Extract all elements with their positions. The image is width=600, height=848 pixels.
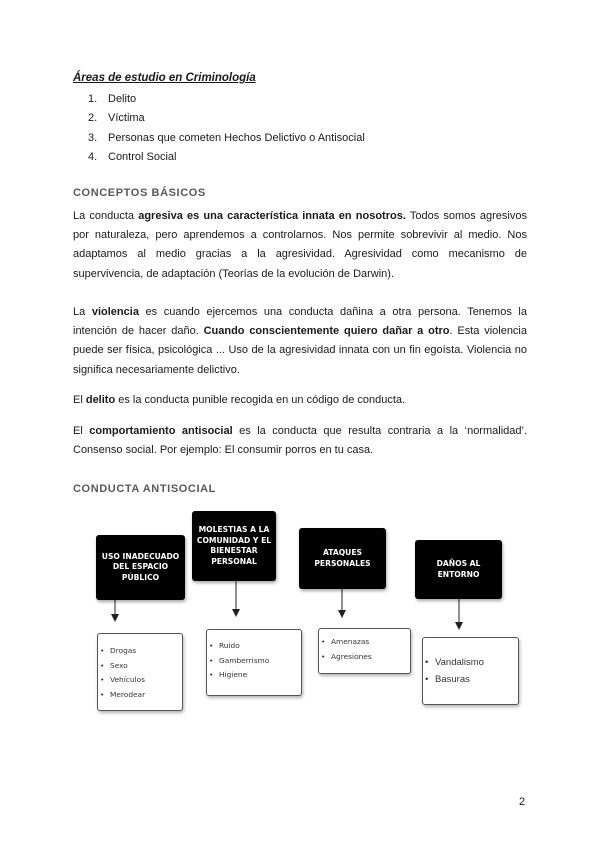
list-item: • Agresiones xyxy=(319,650,410,665)
list-item: • Drogas xyxy=(98,644,182,659)
items-box-espacio-publico xyxy=(97,633,183,711)
list-item: • Vandalismo xyxy=(423,654,518,671)
paragraph-delito: El delito es la conducta punible recogida en un código de conducta. xyxy=(73,394,406,406)
conducta-antisocial-heading: CONDUCTA ANTISOCIAL xyxy=(73,483,216,495)
list-item: • Gamberrismo xyxy=(207,654,301,669)
list-item: 3. Personas que cometen Hechos Delictivo o Antisocial xyxy=(88,131,365,144)
items-box-ataques xyxy=(318,628,411,674)
list-item: 2. Víctima xyxy=(88,112,145,125)
list-item: • Merodear xyxy=(98,688,182,703)
list-item: 4. Control Social xyxy=(88,150,177,163)
paragraph-agresividad: La conducta agresiva es una característica innata en nosotros. Todos somos agresivos por naturaleza, pero aprendemos a controlarnos. Nos permite sobrevivir al medio. Nos adaptamos al medio gracias a la agresividad. Agresividad como mecanismo de supervivencia, de adaptación (Teorías de la evolución de Darwin). xyxy=(73,210,527,280)
paragraph-comportamiento: El comportamiento antisocial es la conducta que resulta contraria a la ‘normalidad’. Consenso social. Por ejemplo: El consumir porros en tu casa. xyxy=(73,425,527,457)
category-box-molestias: MOLESTIAS A LA COMUNIDAD Y EL BIENESTAR PERSONAL xyxy=(192,511,276,581)
category-box-ataques: ATAQUES PERSONALES xyxy=(299,528,386,589)
page-number: 2 xyxy=(519,796,526,808)
items-box-molestias xyxy=(206,629,302,696)
list-item: • Vehículos xyxy=(98,673,182,688)
conceptos-heading: CONCEPTOS BÁSICOS xyxy=(73,187,206,199)
list-item: 1. Delito xyxy=(88,93,137,105)
areas-title: Áreas de estudio en Criminología xyxy=(73,72,256,84)
list-item: • Basuras xyxy=(423,671,518,688)
category-box-espacio-publico: USO INADECUADO DEL ESPACIO PÚBLICO xyxy=(96,535,185,600)
list-item: • Higiene xyxy=(207,668,301,683)
category-box-danos: DAÑOS AL ENTORNO xyxy=(415,540,502,599)
paragraph-violencia: La violencia es cuando ejercemos una conducta dañina a otra persona. Tenemos la intención de hacer daño. Cuando conscientemente quiero dañar a otro. Esta violencia puede ser física, psicológica ... Uso de la agresividad innata con un fin egoísta. Violencia no significa necesariamente delictivo. xyxy=(73,306,527,376)
items-box-danos xyxy=(422,637,519,705)
list-item: • Sexo xyxy=(98,659,182,674)
list-item: • Ruido xyxy=(207,639,301,654)
list-item: • Amenazas xyxy=(319,635,410,650)
